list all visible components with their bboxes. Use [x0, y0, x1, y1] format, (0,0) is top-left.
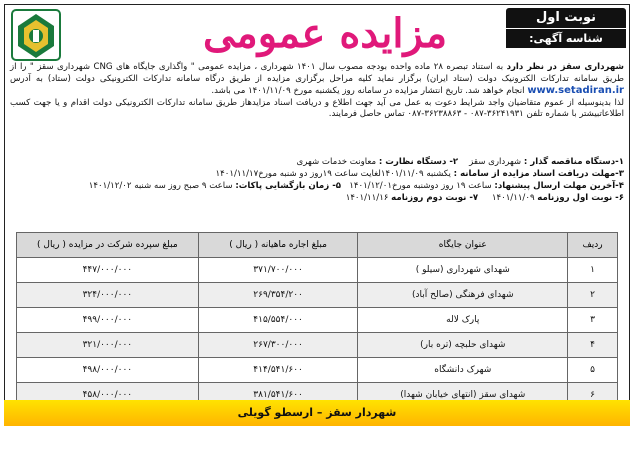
cell-deposit: ۳۲۴/۰۰۰/۰۰۰: [17, 283, 199, 308]
cell-deposit: ۴۵۸/۰۰۰/۰۰۰: [17, 383, 199, 408]
cell-monthly-rent: ۲۶۷/۳۰۰/۰۰۰: [198, 333, 358, 358]
ad-title: مزایده عمومی: [202, 10, 448, 57]
col-header-deposit: مبلغ سپرده شرکت در مزایده ( ریال ): [17, 233, 199, 258]
cell-monthly-rent: ۴۱۵/۵۵۴/۰۰۰: [198, 308, 358, 333]
cell-monthly-rent: ۳۷۱/۷۰۰/۰۰۰: [198, 258, 358, 283]
cell-monthly-rent: ۳۸۱/۵۴۱/۶۰۰: [198, 383, 358, 408]
term-value: معاونت خدمات شهری: [296, 157, 377, 167]
cell-station-title: پارک لاله: [358, 308, 568, 333]
term-value: شهرداری سقز: [469, 157, 522, 167]
term-value: ۱۴۰۱/۱۱/۰۹: [491, 193, 535, 203]
col-header-station-title: عنوان جایگاه: [358, 233, 568, 258]
intro-text-2: انجام خواهد شد. تاریخ انتشار مزایده در سامانه روز یکشنبه مورخ ۱۴۰۱/۱۱/۰۹ می باشد.: [211, 86, 525, 96]
cell-row-number: ۶: [568, 383, 618, 408]
term-label: ۱-دستگاه مناقصه گذار :: [523, 157, 624, 167]
terms-row: [10, 168, 624, 180]
cell-row-number: ۴: [568, 333, 618, 358]
table-row: [17, 258, 618, 283]
signature-bar: [4, 400, 630, 426]
col-header-row-number: ردیف: [568, 233, 618, 258]
mayor-signature: شهردار سقز – ارسطو گویلی: [237, 406, 397, 419]
intro-lead: شهرداری سقز در نظر دارد: [506, 62, 624, 72]
table-header-row: [17, 233, 618, 258]
badge-box: [506, 8, 626, 64]
intro-text-3: لذا بدینوسیله از عموم متقاضیان واجد شرایط دعوت به عمل می آید جهت اطلاع و دریافت اسناد مزایدهاز طریق سامانه تدارکات الکترونیکی دولت اقدام و یا جهت کسب اطلاعاتبیشتر با شماره تلفن ۳۶۲۴۱۹۳۱-۰۸۷ - ۳۶۲۳۸۸۶۳-۰۸۷ تماس حاصل فرمایند.: [10, 97, 624, 119]
term-value: ساعت ۹ صبح روز سه شنبه ۱۴۰۱/۱۲/۰۲: [88, 181, 233, 191]
cell-deposit: ۴۴۷/۰۰۰/۰۰۰: [17, 258, 199, 283]
term-label: ۶- نوبت اول روزنامه: [537, 193, 624, 203]
term-label: ۴-آخرین مهلت ارسال پیشنهاد:: [494, 181, 624, 191]
terms-row: [10, 156, 624, 168]
cell-station-title: شهدای سقز (انتهای خیابان شهدا): [358, 383, 568, 408]
stations-table: [16, 232, 618, 408]
cell-monthly-rent: ۴۱۴/۵۴۱/۶۰۰: [198, 358, 358, 383]
term-label: ۷- نوبت دوم روزنامه: [391, 193, 479, 203]
edition-badge: نوبت اول: [506, 8, 626, 28]
table-row: [17, 308, 618, 333]
terms-list: [10, 156, 624, 204]
ad-id-badge: شناسه آگهی: ۱۴۴۸۰۳۰: [506, 29, 626, 48]
cell-deposit: ۴۹۸/۰۰۰/۰۰۰: [17, 358, 199, 383]
table-row: [17, 283, 618, 308]
terms-row: [10, 180, 624, 192]
cell-row-number: ۱: [568, 258, 618, 283]
term-value: یکشنبه ۱۴۰۱/۱۱/۰۹لغایت ساعت ۱۹روز دو شنبه مورخ۱۴۰۱/۱۱/۱۷: [215, 169, 451, 179]
cell-row-number: ۵: [568, 358, 618, 383]
term-label: ۵- زمان بازگشایی پاکات:: [235, 181, 342, 191]
term-value: ساعت ۱۹ روز دوشنبه مورخ۱۴۰۱/۱۲/۰۱: [349, 181, 492, 191]
intro-paragraph: [10, 62, 624, 121]
bottom-margin: [4, 426, 630, 466]
cell-station-title: شهرک دانشگاه: [358, 358, 568, 383]
intro-text-1: به استناد تبصره ۲۸ ماده واحده بودجه مصوب سال ۱۴۰۱ شهرداری ، مزایده عمومی " واگذاری جایگاه های CNG شهرداری سقز " را از طریق سامانه تدارکات الکترونیک دولت (ستاد ایران) برگزار نماید کلیه مراحل برگزاری مزایده از طریق درگاه سامانه تدارکات الکترونیکی دولت (ستاد) به آدرس: [10, 62, 624, 84]
municipality-logo-icon: [10, 8, 62, 62]
cell-deposit: ۳۲۱/۰۰۰/۰۰۰: [17, 333, 199, 358]
col-header-monthly-rent: مبلغ اجاره ماهیانه ( ریال ): [198, 233, 358, 258]
cell-station-title: شهدای حلبچه (تره بار): [358, 333, 568, 358]
table-row: [17, 358, 618, 383]
table-row: [17, 333, 618, 358]
terms-row: [10, 192, 624, 204]
cell-monthly-rent: ۲۶۹/۳۵۴/۲۰۰: [198, 283, 358, 308]
cell-row-number: ۳: [568, 308, 618, 333]
cell-row-number: ۲: [568, 283, 618, 308]
setad-link[interactable]: www.setadiran.ir: [527, 85, 624, 96]
cell-station-title: شهدای شهرداری (سیلو ): [358, 258, 568, 283]
cell-station-title: شهدای فرهنگی (صالح آباد): [358, 283, 568, 308]
term-label: ۳-مهلت دریافت اسناد مزایده از سامانه :: [453, 169, 624, 179]
term-value: ۱۴۰۱/۱۱/۱۶: [345, 193, 389, 203]
cell-deposit: ۴۹۹/۰۰۰/۰۰۰: [17, 308, 199, 333]
term-label: ۲- دستگاه نظارت :: [378, 157, 459, 167]
